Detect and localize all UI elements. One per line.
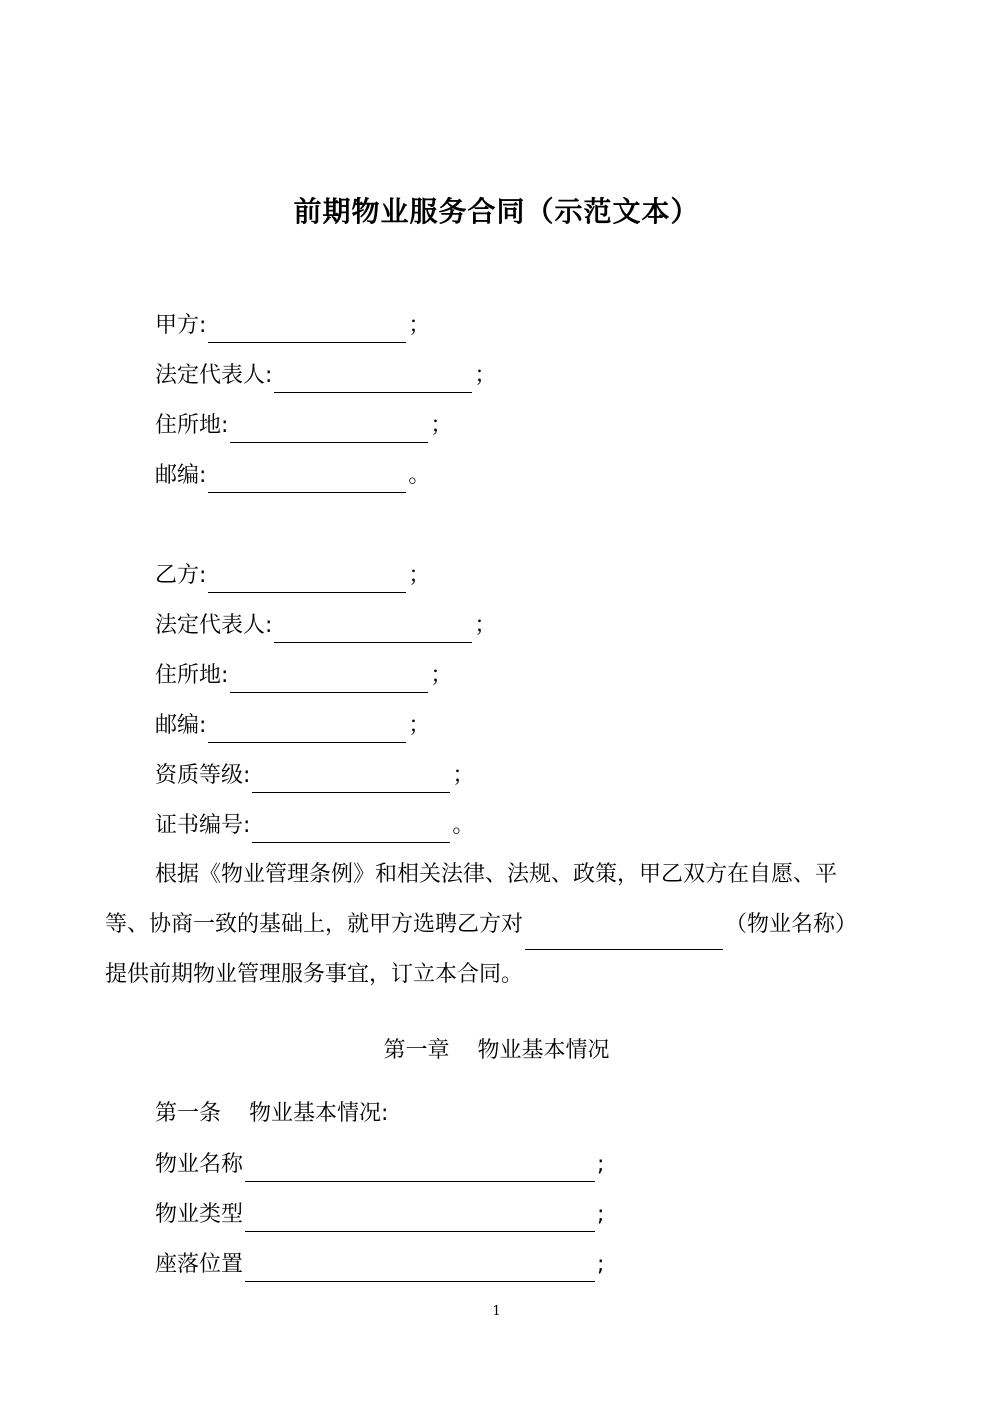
party-a-address-label: 住所地:	[155, 413, 229, 438]
property-type-row	[155, 1198, 604, 1232]
page-number: 1	[492, 1304, 501, 1319]
party-a-name-field[interactable]	[208, 316, 406, 343]
party-b-qualification-row	[155, 759, 474, 793]
party-b-address-row	[155, 659, 452, 693]
period: 。	[452, 813, 475, 838]
semicolon: ;	[597, 1202, 605, 1227]
party-a-name-row	[155, 309, 430, 343]
party-a-postcode-row	[155, 459, 430, 493]
party-b-certificate-row	[155, 809, 474, 843]
party-b-rep-row	[155, 609, 496, 643]
semicolon: ；	[430, 663, 453, 688]
party-b-postcode-field[interactable]	[208, 716, 406, 743]
party-b-name-row	[155, 559, 430, 593]
intro-line-3: 提供前期物业管理服务事宜，订立本合同。	[105, 962, 524, 987]
party-a-rep-label: 法定代表人:	[155, 363, 273, 388]
chapter-heading: 第一章 物业基本情况	[383, 1038, 610, 1063]
party-a-postcode-label: 邮编:	[155, 463, 207, 488]
party-a-address-row	[155, 409, 452, 443]
party-a-rep-row	[155, 359, 496, 393]
property-location-input[interactable]	[245, 1255, 595, 1282]
party-b-qualification-label: 资质等级:	[155, 763, 251, 788]
property-location-row	[155, 1248, 604, 1282]
article-heading: 第一条 物业基本情况:	[155, 1101, 389, 1126]
party-b-postcode-row	[155, 709, 430, 743]
party-a-postcode-field[interactable]	[208, 466, 406, 493]
party-b-name-label: 乙方:	[155, 563, 207, 588]
semicolon: ；	[408, 313, 431, 338]
party-b-rep-label: 法定代表人:	[155, 613, 273, 638]
party-b-certificate-label: 证书编号:	[155, 813, 251, 838]
semicolon: ；	[408, 563, 431, 588]
semicolon: ;	[597, 1252, 605, 1277]
property-name-row	[155, 1148, 604, 1182]
intro-paragraph	[105, 850, 890, 1000]
property-name-input[interactable]	[245, 1155, 595, 1182]
field-label: 座落位置	[155, 1252, 244, 1277]
document-title: 前期物业服务合同（示范文本）	[293, 195, 700, 228]
semicolon: ；	[474, 363, 497, 388]
party-b-address-field[interactable]	[230, 666, 428, 693]
property-type-input[interactable]	[245, 1205, 595, 1232]
party-a-rep-field[interactable]	[274, 366, 472, 393]
field-label: 物业类型	[155, 1202, 244, 1227]
party-b-qualification-field[interactable]	[252, 766, 450, 793]
intro-line-1: 根据《物业管理条例》和相关法律、法规、政策，甲乙双方在自愿、平	[155, 862, 838, 887]
field-label: 物业名称	[155, 1152, 244, 1177]
party-a-name-label: 甲方:	[155, 313, 207, 338]
party-b-name-field[interactable]	[208, 566, 406, 593]
semicolon: ；	[430, 413, 453, 438]
party-b-postcode-label: 邮编:	[155, 713, 207, 738]
party-b-rep-field[interactable]	[274, 616, 472, 643]
semicolon: ；	[452, 763, 475, 788]
semicolon: ；	[408, 713, 431, 738]
intro-line-2: 等、协商一致的基础上，就甲方选聘乙方对 （物业名称）	[105, 900, 890, 950]
semicolon: ；	[474, 613, 497, 638]
party-b-address-label: 住所地:	[155, 663, 229, 688]
semicolon: ;	[597, 1152, 605, 1177]
property-name-field[interactable]	[525, 923, 723, 950]
party-a-address-field[interactable]	[230, 416, 428, 443]
party-b-certificate-field[interactable]	[252, 816, 450, 843]
period: 。	[408, 463, 431, 488]
